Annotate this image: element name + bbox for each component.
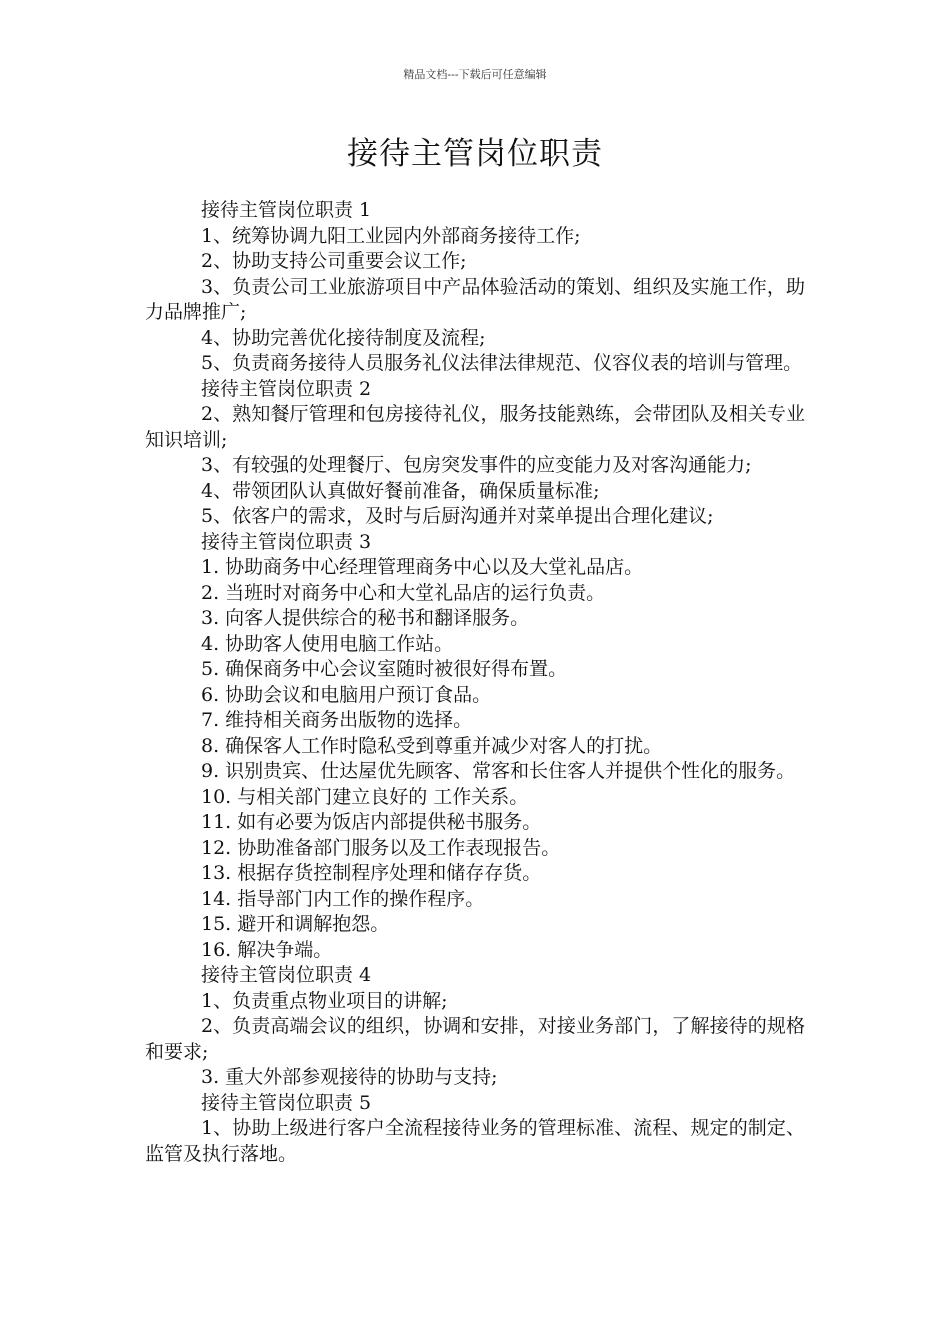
duty-item: 1、协助上级进行客户全流程接待业务的管理标准、流程、规定的制定、监管及执行落地。	[145, 1117, 805, 1165]
duty-item: 1、统筹协调九阳工业园内外部商务接待工作;	[201, 224, 581, 247]
duty-item: 2、协助支持公司重要会议工作;	[201, 250, 467, 272]
section-heading-2: 接待主管岗位职责 2	[201, 377, 372, 400]
duty-item: 1. 协助商务中心经理管理商务中心以及大堂礼品店。	[201, 556, 644, 578]
document-body	[145, 198, 805, 1167]
duty-item: 9. 识别贵宾、仕达屋优先顾客、常客和长住客人并提供个性化的服务。	[201, 760, 796, 782]
section-heading-1: 接待主管岗位职责 1	[201, 199, 372, 221]
section-heading-3: 接待主管岗位职责 3	[201, 530, 372, 553]
duty-item: 4. 协助客人使用电脑工作站。	[201, 632, 454, 655]
duty-item: 1、负责重点物业项目的讲解;	[201, 989, 448, 1012]
duty-item: 2. 当班时对商务中心和大堂礼品店的运行负责。	[201, 581, 606, 604]
duty-item: 16. 解决争端。	[201, 938, 333, 961]
duty-item: 6. 协助会议和电脑用户预订食品。	[201, 683, 492, 706]
duty-item: 8. 确保客人工作时隐私受到尊重并减少对客人的打扰。	[201, 734, 663, 757]
duty-item: 5. 确保商务中心会议室随时被很好得布置。	[201, 658, 568, 680]
duty-item: 5、负责商务接待人员服务礼仪法律法律规范、仪容仪表的培训与管理。	[201, 352, 803, 374]
duty-item: 7. 维持相关商务出版物的选择。	[201, 709, 473, 731]
duty-item: 11. 如有必要为饭店内部提供秘书服务。	[201, 811, 542, 833]
duty-item: 10. 与相关部门建立良好的 工作关系。	[201, 785, 529, 808]
duty-item: 5、依客户的需求，及时与后厨沟通并对菜单提出合理化建议;	[201, 505, 714, 527]
duty-item: 3、有较强的处理餐厅、包房突发事件的应变能力及对客沟通能力;	[201, 454, 752, 476]
duty-item: 14. 指导部门内工作的操作程序。	[201, 887, 485, 910]
section-heading-5: 接待主管岗位职责 5	[201, 1091, 372, 1114]
duty-item: 3. 向客人提供综合的秘书和翻译服务。	[201, 607, 530, 629]
duty-item: 2、负责高端会议的组织，协调和安排，对接业务部门，了解接待的规格和要求;	[145, 1015, 805, 1063]
duty-item: 4、带领团队认真做好餐前准备，确保质量标准;	[201, 479, 600, 502]
duty-item: 3、负责公司工业旅游项目中产品体验活动的策划、组织及实施工作，助力品牌推广;	[145, 275, 805, 323]
duty-item: 15. 避开和调解抱怨。	[201, 913, 390, 935]
section-heading-4: 接待主管岗位职责 4	[201, 964, 372, 986]
duty-item: 3. 重大外部参观接待的协助与支持;	[201, 1066, 498, 1088]
header-note: 精品文档---下载后可任意编辑	[403, 68, 547, 81]
duty-item: 4、协助完善优化接待制度及流程;	[201, 326, 486, 349]
duty-item: 12. 协助准备部门服务以及工作表现报告。	[201, 836, 561, 859]
document-title: 接待主管岗位职责	[347, 136, 603, 172]
duty-item: 2、熟知餐厅管理和包房接待礼仪，服务技能熟练，会带团队及相关专业知识培训;	[145, 403, 805, 451]
duty-item: 13. 根据存货控制程序处理和储存存货。	[201, 862, 542, 884]
